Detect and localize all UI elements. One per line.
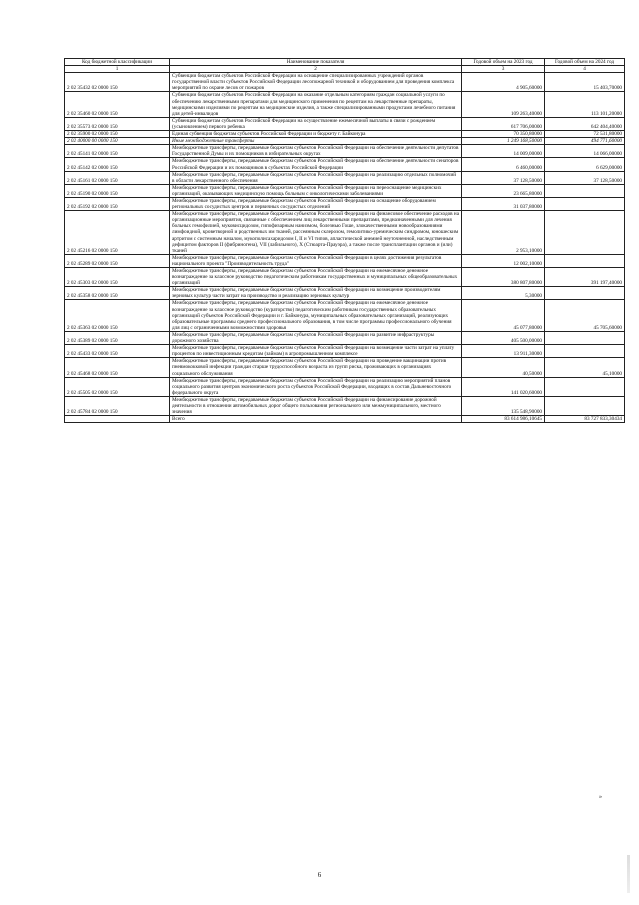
row-name: Межбюджетные трансферты, передаваемые бюджетам субъектов Российской Федерации на обеспечение деятельности сенаторов Российской Федерации и их помощников в субъектах Российской Федерации — [170, 158, 462, 171]
table-row — [65, 138, 625, 145]
row-value-2024: 494 771,60000 — [545, 138, 625, 145]
table-row — [65, 184, 625, 197]
row-value-2023: 1 249 168,50000 — [462, 138, 545, 145]
row-value-2024: 14 066,00000 — [545, 145, 625, 158]
column-number-row — [65, 66, 625, 73]
row-name: Межбюджетные трансферты, передаваемые бюджетам субъектов Российской Федерации на обеспечение деятельности депутатов Государственной Думы и их помощников в избирательных округах — [170, 145, 462, 158]
table-row — [65, 358, 625, 377]
trailing-mark: » — [599, 794, 602, 800]
row-name: Межбюджетные трансферты, передаваемые бюджетам субъектов Российской Федерации на реализацию отдельных полномочий в области лекарственного обеспечения — [170, 171, 462, 184]
row-value-2023: 405 500,00000 — [462, 331, 545, 344]
table-row — [65, 300, 625, 331]
page-number: 6 — [317, 871, 322, 879]
table-row — [65, 254, 625, 267]
header-code: Код бюджетной классификации — [65, 59, 170, 66]
row-code: 2 02 40000 00 0000 150 — [65, 138, 170, 145]
row-value-2024 — [545, 254, 625, 267]
row-value-2024 — [545, 197, 625, 210]
row-code: 2 02 45468 02 0000 150 — [65, 358, 170, 377]
row-name: Межбюджетные трансферты, передаваемые бюджетам субъектов Российской Федерации на финансирование дорожной деятельности в отношении автомобильных дорог общего пользования регионального или межмуниципального, местного значения — [170, 396, 462, 415]
column-number: 1 — [65, 66, 170, 73]
table-row — [65, 197, 625, 210]
row-name: Субвенции бюджетам субъектов Российской Федерации на оснащение специализированных учреждений органов государственной власти субъектов Российской Федерации лесопожарной техникой и оборудованием для проведения комплекса мероприятий по охране лесов от пожаров — [170, 73, 462, 92]
row-name: Межбюджетные трансферты, передаваемые бюджетам субъектов Российской Федерации на реализацию мероприятий планов социального развития центров экономического роста субъектов Российской Федерации, входящих в состав Дальневосточного федерального округа — [170, 377, 462, 396]
row-value-2023: 141 020,60000 — [462, 377, 545, 396]
table-row — [65, 92, 625, 117]
row-value-2023: 380 807,80000 — [462, 268, 545, 287]
row-code: 2 02 45289 02 0000 150 — [65, 254, 170, 267]
row-name: Субвенции бюджетам субъектов Российской Федерации на осуществление ежемесячной выплаты в связи с рождением (усыновлением) первого ребенка — [170, 117, 462, 130]
table-row — [65, 158, 625, 171]
table-row — [65, 131, 625, 138]
row-name: Межбюджетные трансферты, передаваемые бюджетам субъектов Российской Федерации на ежемесячное денежное вознаграждение за классное руководство педагогическим работникам государственных и муниципальных общеобразовательных организаций — [170, 268, 462, 287]
table-row — [65, 211, 625, 255]
row-value-2023: 31 037,80000 — [462, 197, 545, 210]
row-code: 2 02 45784 02 0000 150 — [65, 396, 170, 415]
row-value-2023: 45 077,80000 — [462, 300, 545, 331]
table-row — [65, 331, 625, 344]
row-value-2024: 6 629,00000 — [545, 158, 625, 171]
table-row — [65, 145, 625, 158]
total-code — [65, 416, 170, 423]
row-code: 2 02 45161 02 0000 150 — [65, 171, 170, 184]
row-code: 2 02 45216 02 0000 150 — [65, 211, 170, 255]
row-code: 2 02 35432 02 0000 150 — [65, 73, 170, 92]
row-value-2024: 37 128,50000 — [545, 171, 625, 184]
row-value-2023: 12 002,10000 — [462, 254, 545, 267]
row-name: Единая субвенция бюджетам субъектов Российской Федерации и бюджету г. Байконура — [170, 131, 462, 138]
row-code: 2 02 45505 02 0000 150 — [65, 377, 170, 396]
table-row — [65, 287, 625, 300]
row-code: 2 02 35573 02 0000 150 — [65, 117, 170, 130]
row-value-2024 — [545, 211, 625, 255]
row-value-2024 — [545, 345, 625, 358]
row-code: 2 02 45141 02 0000 150 — [65, 145, 170, 158]
row-code: 2 02 45389 02 0000 150 — [65, 331, 170, 344]
row-code: 2 02 45363 02 0000 150 — [65, 300, 170, 331]
total-2023: 83 614 986,10645 — [462, 416, 545, 423]
header-2024: Годовой объем на 2024 год — [545, 59, 625, 66]
row-name: Межбюджетные трансферты, передаваемые бюджетам субъектов Российской Федерации на оснащение оборудованием региональных сосудистых центров и первичных сосудистых отделений — [170, 197, 462, 210]
total-label: Всего — [170, 416, 462, 423]
row-value-2024 — [545, 331, 625, 344]
row-value-2024: 15 403,70000 — [545, 73, 625, 92]
row-value-2024: 45,10000 — [545, 358, 625, 377]
table-row — [65, 345, 625, 358]
row-value-2024 — [545, 377, 625, 396]
table-row — [65, 268, 625, 287]
row-value-2023: 40,50000 — [462, 358, 545, 377]
budget-table — [64, 58, 625, 423]
row-value-2024 — [545, 287, 625, 300]
row-code: 2 02 45303 02 0000 150 — [65, 268, 170, 287]
row-value-2023: 13 911,30000 — [462, 345, 545, 358]
row-value-2023: 4 905,60000 — [462, 73, 545, 92]
row-name: Субвенции бюджетам субъектов Российской Федерации на оказание отдельным категориям граждан социальной услуги по обеспечению лекарственными препаратами для медицинского применения по рецептам на лекарственные препараты, медицинскими изделиями по рецептам на медицинские изделия, а также специализированными продуктами лечебного питания для детей-инвалидов — [170, 92, 462, 117]
header-2023: Годовой объем на 2023 год — [462, 59, 545, 66]
table-row — [65, 377, 625, 396]
row-name: Межбюджетные трансферты, передаваемые бюджетам субъектов Российской Федерации на ежемесячное денежное вознаграждение за классное руководство (кураторство) педагогическим работникам государственных образовательных организаций субъектов Российской Федерации и г. Байконура, муниципальных образовательных организаций, реализующих образовательные программы среднего профессионального образования, в том числе программы профессионального обучения для лиц с ограниченными возможностями здоровья — [170, 300, 462, 331]
table-row — [65, 73, 625, 92]
row-name: Межбюджетные трансферты, передаваемые бюджетам субъектов Российской Федерации на возмещение части затрат на уплату процентов по инвестиционным кредитам (займам) в агропромышленном комплексе — [170, 345, 462, 358]
row-code: 2 02 45190 02 0000 150 — [65, 184, 170, 197]
row-value-2024 — [545, 184, 625, 197]
total-2024: 83 727 833,30434 — [545, 416, 625, 423]
table-header-row — [65, 59, 625, 66]
row-value-2024: 72 531,80000 — [545, 131, 625, 138]
row-value-2023: 617 706,00000 — [462, 117, 545, 130]
row-code: 2 02 45142 02 0000 150 — [65, 158, 170, 171]
header-name: Наименование показателя — [170, 59, 462, 66]
row-code: 2 02 35460 02 0000 150 — [65, 92, 170, 117]
column-number: 3 — [462, 66, 545, 73]
row-value-2023: 109 263,40000 — [462, 92, 545, 117]
table-row — [65, 396, 625, 415]
table-row — [65, 117, 625, 130]
row-name: Межбюджетные трансферты, передаваемые бюджетам субъектов Российской Федерации в целях достижения результатов национального проекта "Производительность труда" — [170, 254, 462, 267]
row-code: 2 02 35900 02 0000 150 — [65, 131, 170, 138]
column-number: 2 — [170, 66, 462, 73]
row-value-2024: 391 197,40000 — [545, 268, 625, 287]
row-value-2023: 37 128,50000 — [462, 171, 545, 184]
row-value-2023: 2 953,10000 — [462, 211, 545, 255]
row-code: 2 02 45433 02 0000 150 — [65, 345, 170, 358]
table-row — [65, 171, 625, 184]
row-value-2024: 45 705,60000 — [545, 300, 625, 331]
table-body — [65, 73, 625, 416]
row-value-2024: 642 404,40000 — [545, 117, 625, 130]
row-name: Иные межбюджетные трансферты — [170, 138, 462, 145]
row-value-2024: 113 101,20000 — [545, 92, 625, 117]
row-value-2023: 5,30000 — [462, 287, 545, 300]
row-value-2024 — [545, 396, 625, 415]
row-code: 2 02 45358 02 0000 150 — [65, 287, 170, 300]
margin-scan-mark — [627, 855, 630, 893]
column-number: 4 — [545, 66, 625, 73]
row-value-2023: 135 548,90000 — [462, 396, 545, 415]
row-value-2023: 70 350,80000 — [462, 131, 545, 138]
total-row — [65, 416, 625, 423]
row-code: 2 02 45192 02 0000 150 — [65, 197, 170, 210]
row-value-2023: 23 665,80000 — [462, 184, 545, 197]
row-name: Межбюджетные трансферты, передаваемые бюджетам субъектов Российской Федерации на развитие инфраструктуры дорожного хозяйства — [170, 331, 462, 344]
row-name: Межбюджетные трансферты, передаваемые бюджетам субъектов Российской Федерации на финансовое обеспечение расходов на организационные мероприятия, связанные с обеспечением лиц лекарственными препаратами, предназначенными для лечения больных гемофилией, муковисцидозом, гипофизарным нанизмом, болезнью Гоше, злокачественными новообразованиями лимфоидной, кроветворной и родственных им тканей, рассеянным склерозом, гемолитико-уремическим синдромом, юношеским артритом с системным началом, мукополисахаридозом I, II и VI типов, апластической анемией неуточненной, наследственным дефицитом факторов II (фибриногена), VII (лабильного), X (Стюарта-Прауэра), а также после трансплантации органов и (или) тканей — [170, 211, 462, 255]
row-value-2023: 14 009,00000 — [462, 145, 545, 158]
row-name: Межбюджетные трансферты, передаваемые бюджетам субъектов Российской Федерации на возмещение производителям зерновых культур части затрат на производство и реализацию зерновых культур — [170, 287, 462, 300]
row-name: Межбюджетные трансферты, передаваемые бюджетам субъектов Российской Федерации на переоснащение медицинских организаций, оказывающих медицинскую помощь больным с онкологическими заболеваниями — [170, 184, 462, 197]
row-value-2023: 6 460,00000 — [462, 158, 545, 171]
row-name: Межбюджетные трансферты, передаваемые бюджетам субъектов Российской Федерации на проведение вакцинации против пневмококковой инфекции граждан старше трудоспособного возраста из групп риска, проживающих в организациях социального обслуживания — [170, 358, 462, 377]
